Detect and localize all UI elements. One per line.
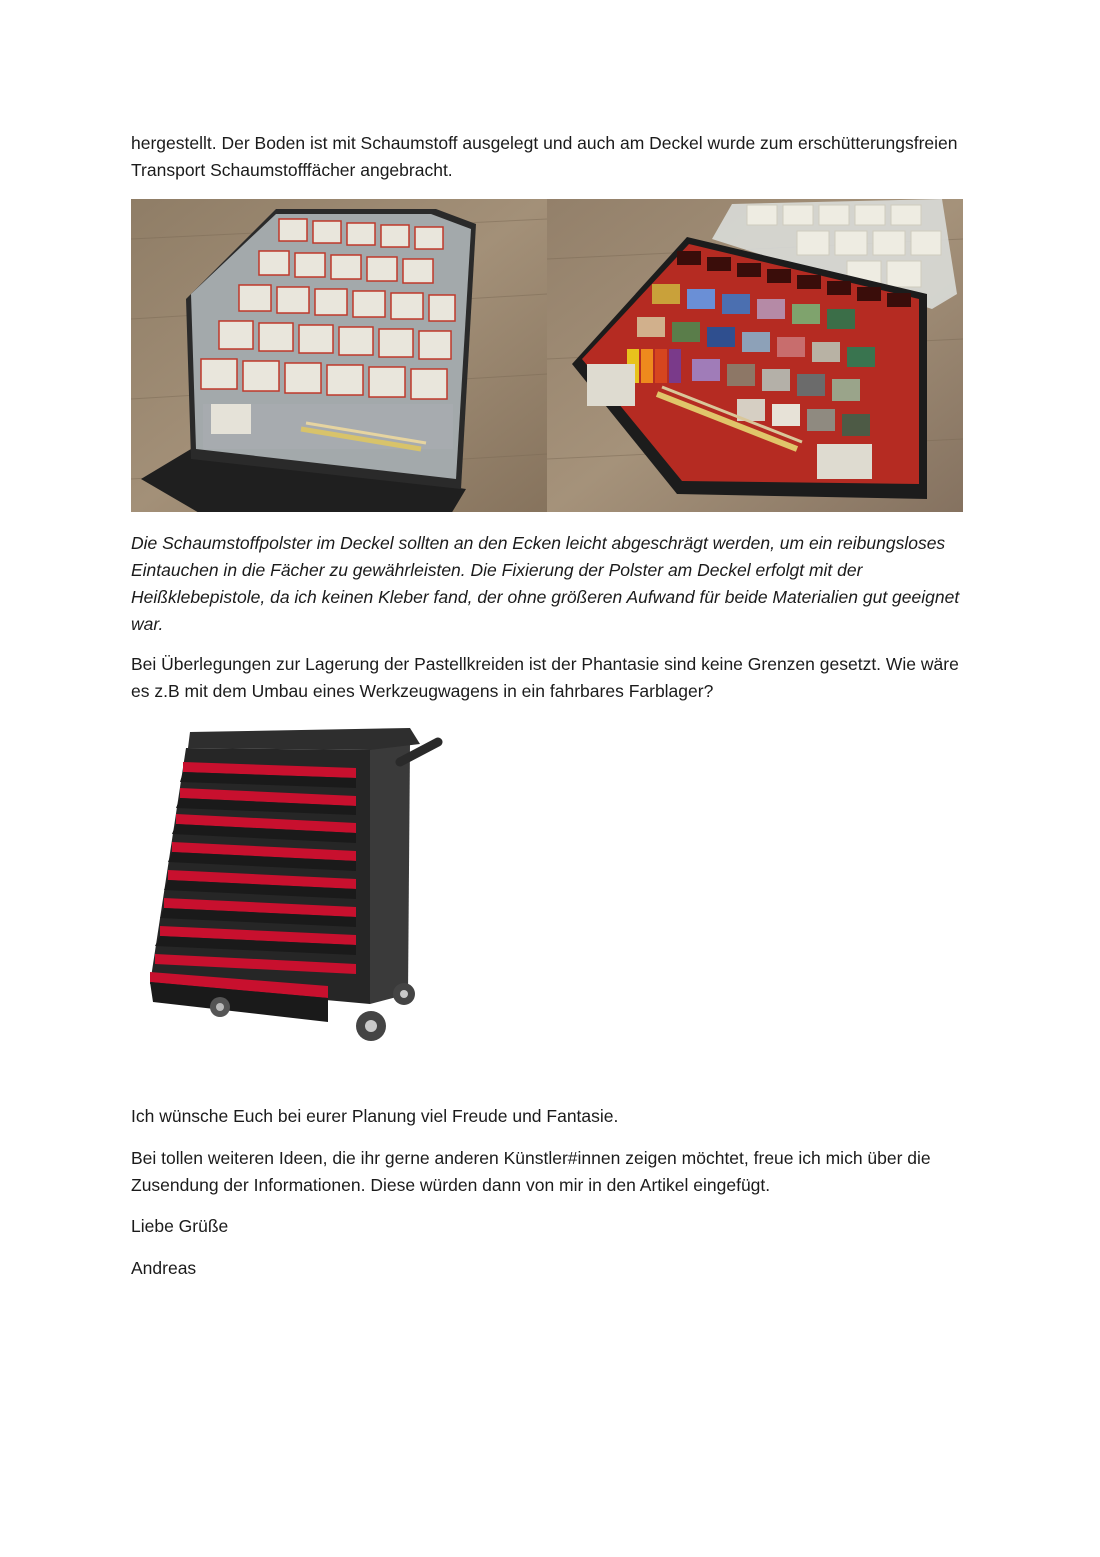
submission-paragraph: Bei tollen weiteren Ideen, die ihr gerne anderen Künstler#innen zeigen möchtet, freue ich mich über die Zusendung der Informationen. Diese würden dann von mir in den Artikel eingefügt.	[131, 1148, 931, 1195]
closed-box-photo	[131, 199, 547, 512]
wish-paragraph: Ich wünsche Euch bei eurer Planung viel Freude und Fantasie.	[131, 1106, 619, 1126]
caption-paragraph: Die Schaumstoffpolster im Deckel sollten an den Ecken leicht abgeschrägt werden, um ein reibungsloses Eintauchen in die Fächer zu gewährleisten. Die Fixierung der Polster am Deckel erfolgt mit der Heißklebepistole, da ich keinen Kleber fand, der ohne größeren Aufwand für beide Materialien gut geeignet war.	[131, 533, 960, 634]
tool-cart-image	[138, 722, 448, 1044]
storage-box-photos	[131, 199, 964, 512]
greeting: Liebe Grüße	[131, 1216, 229, 1236]
open-box-photo	[547, 199, 963, 512]
intro-paragraph: hergestellt. Der Boden ist mit Schaumstoff ausgelegt und auch am Deckel wurde zum erschütterungsfreien Transport Schaumstofffächer angebracht.	[131, 133, 958, 180]
idea-paragraph: Bei Überlegungen zur Lagerung der Pastellkreiden ist der Phantasie sind keine Grenzen gesetzt. Wie wäre es z.B mit dem Umbau eines Werkzeugwagens in ein fahrbares Farblager?	[131, 654, 959, 701]
signature: Andreas	[131, 1258, 197, 1278]
